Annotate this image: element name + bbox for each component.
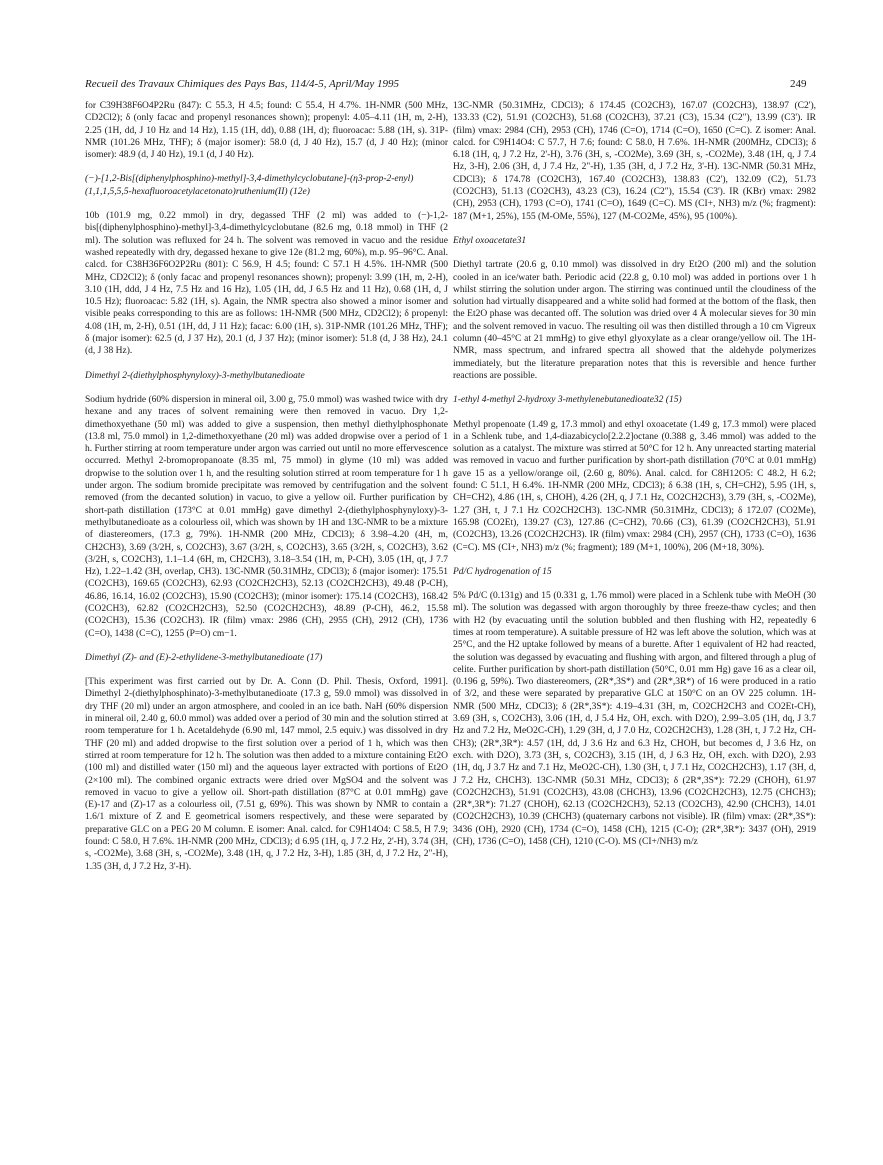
- paragraph: for C39H38F6O4P2Ru (847): C 55.3, H 4.5; found: C 55.4, H 4.7%. 1H-NMR (500 MHz, CD2Cl2); δ (only facac and propenyl resonances shown); propenyl: 4.05–4.11 (1H, m, 2-H), 2.25 (1H, dd, J 10 Hz and 14 Hz), 1.15 (1H, dd), 0.88 (1H, d); fluoroacac: 5.88 (1H, s). 31P-NMR (101.26 MHz, THF); δ (major isomer): 58.0 (d, J 40 Hz), 15.7 (d, J 40 Hz); (minor isomer): 48.9 (d, J 40 Hz), 19.1 (d, J 40 Hz).: [85, 101, 448, 161]
- paragraph: 5% Pd/C (0.131g) and 15 (0.331 g, 1.76 mmol) were placed in a Schlenk tube with MeOH (30 ml). The solution was degassed with argon thoroughly by three freeze-thaw cycles; and then with H2 (by evacuating until the solution bubbled and then flushing with H2, repeatedly 6 times at room temperature). A suitable pressure of H2 was left above the solution, which was at 25°C, and the H2 uptake followed by means of a burette. After 1 equivalent of H2 had reacted, the solution was degassed by evacuating and flushing with argon, and filtered through a plug of celite. Further purification by short-path distillation (50°C, 0.01 mm Hg) gave 16 as a clear oil, (0.196 g, 59%). Two diastereomers, (2R*,3S*) and (2R*,3R*) of 16 were produced in a ratio of 3/2, and these were separated by preparative GLC at 150°C on an OV 225 column. 1H-NMR (500 MHz, CDCl3); δ (2R*,3S*): 4.19–4.31 (3H, m, CO2CH2CH3 and CO2Et-CH), 3.69 (3H, s, CO2CH3), 3.06 (1H, d, J 5.4 Hz, OH, exch. with D2O), 2.99–3.05 (1H, dq, J 3.7 Hz and 7.2 Hz, MeO2C-CH), 1.29 (3H, d, J 7.0 Hz, CO2CH2CH3), 1.28 (3H, t, J 7.2 Hz, CH-CH3); (2R*,3R*): 4.57 (1H, dd, J 3.6 Hz and 6.3 Hz, CHOH, but becomes d, J 3.6 Hz, on exch. with D2O), 3.73 (3H, s, CO2CH3), 3.15 (1H, d, J 6.3 Hz, OH, exch. with D2O), 2.93 (1H, dq, J 3.7 Hz and 7.1 Hz, MeO2C-CH), 1.30 (3H, t, J 7.1 Hz, CO2CH2CH3), 1.17 (3H, d, J 7.2 Hz, CHCH3). 13C-NMR (50.31 MHz, CDCl3); δ (2R*,3S*): 72.29 (CHOH), 61.97 (CO2CH2CH3), 51.91 (CO2CH3), 43.08 (CHCH3), 13.96 (CO2CH2CH3), 12.75 (CHCH3); (2R*,3R*): 71.27 (CHOH), 62.13 (CO2CH2CH3), 52.13 (CO2CH3), 42.90 (CHCH3), 14.01 (CO2CH2CH3), 10.39 (CHCH3) (quaternary carbons not visible). IR (film) νmax: (2R*,3S*): 3436 (OH), 2920 (CH), 1734 (C=O), 1458 (CH), 1215 (C-O); (2R*,3R*): 3437 (OH), 2919 (CH), 1736 (C=O), 1458 (CH), 1210 (C-O). MS (CI+/NH3) m/z: [453, 591, 816, 848]
- left-column: [85, 100, 448, 1140]
- section-heading: Dimethyl 2-(diethylphosphynyloxy)-3-methylbutanedioate: [85, 370, 305, 381]
- paragraph: [This experiment was first carried out by Dr. A. Conn (D. Phil. Thesis, Oxford, 1991]. Dimethyl 2-(diethylphosphinato)-3-methylbutanedioate (17.3 g, 59.0 mmol) was dissolved in dry THF (20 ml) under an argon atmosphere, and cooled in an ice bath. NaH (60% dispersion in mineral oil, 2.40 g, 60.0 mmol) was added over a period of 30 min and the solution stirred at room temperature for 1 h. Acetaldehyde (6.90 ml, 147 mmol, 2.5 equiv.) was dissolved in dry THF (20 ml) and added dropwise to the first solution over a period of 1 h, which was then stirred at room temperature for 12 h. The solution was then added to a mixture containing Et2O (100 ml) and distilled water (150 ml) and the aqueous layer extracted with portions of Et2O (2×100 ml). The combined organic extracts were dried over MgSO4 and the solvent was removed in vacuo to give a yellow oil. Short-path distillation (87°C at 0.01 mmHg) gave (E)-17 and (Z)-17 as a colourless oil, (7.51 g, 69%). This was shown by NMR to contain a 1.6/1 mixture of Z and E geometrical isomers respectively, and these were separated by preparative GLC on a PEG 20 M column. E isomer: Anal. calcd. for C9H14O4: C 58.5, H 7.9; found: C 58.0, H 7.6%. 1H-NMR (200 MHz, CDCl3); d 6.95 (1H, q, J 7.2 Hz, 2'-H), 3.74 (3H, s, -CO2Me), 3.68 (3H, s, -CO2Me), 3.48 (1H, q, J 7.2 Hz, 3-H), 1.85 (3H, d, J 7.2 Hz, 2"-H), 1.35 (3H, d, J 7.2 Hz, 3'-H).: [85, 677, 448, 872]
- paragraph: Methyl propenoate (1.49 g, 17.3 mmol) and ethyl oxoacetate (1.49 g, 17.3 mmol) were placed in a Schlenk tube, and 1,4-diazabicyclo[2.2.2]octane (0.388 g, 3.46 mmol) was added to the solution as a catalyst. The mixture was stirred at 50°C for 12 h. Any unreacted starting material was removed in vacuo and further purification by short-path distillation (70°C at 0.01 mmHg) gave 15 as a yellow/orange oil, (2.60 g, 80%). Anal. calcd. for C8H12O5: C 48.2, H 6.2; found: C 51.1, H 6.4%. 1H-NMR (200 MHz, CDCl3); δ 6.38 (1H, s, CH=CH2), 5.95 (1H, s, CH=CH2), 4.86 (1H, s, CHOH), 4.26 (2H, q, J 7.1 Hz, CO2CH2CH3), 3.79 (3H, s, -CO2Me), 1.27 (3H, t, J 7.1 Hz CO2CH2CH3). 13C-NMR (50.31MHz, CDCl3); δ 172.07 (CO2Me), 165.98 (CO2Et), 139.27 (C3), 127.86 (C=CH2), 70.66 (C3), 61.39 (CO2CH2CH3), 51.91 (CO2CH3), 13.26 (CO2CH2CH3). IR (film) νmax: 2984 (CH), 2957 (CH), 1733 (C=O), 1636 (C=C). MS (CI+, NH3) m/z (%; fragment); 189 (M+1, 100%), 206 (M+18, 30%).: [453, 419, 816, 553]
- paragraph: 10b (101.9 mg, 0.22 mmol) in dry, degassed THF (2 ml) was added to (−)-1,2-bis[(diphenylphosphino)-methyl]-3,4-dimethylcyclobutane (82.6 mg, 0.18 mmol) in THF (2 ml). The solution was refluxed for 24 h. The solvent was removed in vacuo and the residue washed repeatedly with dry, degassed hexane to give 12e (81.2 mg, 60%), m.p. 95–96°C. Anal. calcd. for C38H36F6O2P2Ru (801): C 56.9, H 4.5; found: C 57.1 H 4.5%. 1H-NMR (500 MHz, CD2Cl2); δ (only facac and propenyl resonances shown); propenyl: 3.99 (1H, m, 2-H), 3.10 (1H, ddd, J 4 Hz, 7.5 Hz and 16 Hz), 1.05 (1H, dd, J 6.5 Hz and 11 Hz), 0.68 (1H, d, J 10.5 Hz); fluoroacac: 5.82 (1H, s). Again, the NMR spectra also showed a minor isomer and visible peaks corresponding to this are as follows: 1H-NMR (500 MHz, CD2Cl2); δ propenyl: 4.08 (1H, m, 2-H), 0.51 (1H, dd, J 11 Hz); facac: 6.00 (1H, s). 31P-NMR (101.26 MHz, THF); δ (major isomer): 62.5 (d, J 37 Hz), 20.1 (d, J 37 Hz); (minor isomer): 51.8 (d, J 38 Hz), 24.1 (d, J 38 Hz).: [85, 211, 448, 357]
- page-number: 249: [790, 78, 807, 90]
- section-heading: Pd/C hydrogenation of 15: [453, 566, 552, 577]
- paragraph: 13C-NMR (50.31MHz, CDCl3); δ 174.45 (CO2CH3), 167.07 (CO2CH3), 138.97 (C2'), 133.33 (C2), 51.91 (CO2CH3), 51.68 (CO2CH3), 37.21 (C3), 15.34 (C2"), 13.99 (C3'). IR (film) νmax: 2984 (CH), 2953 (CH), 1746 (C=O), 1714 (C=O), 1650 (C=C). Z isomer: Anal. calcd. for C9H14O4: C 57.7, H 7.6; found: C 58.0, H 7.6%. 1H-NMR (200MHz, CDCl3); δ 6.18 (1H, q, J 7.2 Hz, 2'-H), 3.76 (3H, s, -CO2Me), 3.69 (3H, s, -CO2Me), 3.48 (1H, q, J 7.4 Hz, 3-H), 2.06 (3H, d, J 7.4 Hz, 2"-H), 1.35 (3H, d, J 7.2 Hz, 3'-H). 13C-NMR (50.31 MHz, CDCl3); δ 174.78 (CO2CH3), 167.40 (CO2CH3), 138.83 (C2'), 132.09 (C2), 51.73 (CO2CH3), 51.13 (CO2CH3), 43.23 (C3), 16.24 (C2"), 15.54 (C3'). IR (KBr) νmax: 2982 (CH), 2953 (CH), 1793 (C=O), 1741 (C=O), 1649 (C=C). MS (CI+, NH3) m/z (%; fragment): 187 (M+1, 25%), 155 (M-OMe, 55%), 127 (M-CO2Me, 45%), 95 (100%).: [453, 101, 816, 222]
- paragraph: Diethyl tartrate (20.6 g, 0.10 mmol) was dissolved in dry Et2O (200 ml) and the solution cooled in an ice/water bath. Periodic acid (22.8 g, 0.10 mol) was added in portions over 1 h whilst stirring the solution under argon. The stirring was continued until the cloudiness of the solution had virtually disappeared and a white solid had formed at the bottom of the flask, then the Et2O phase was decanted off. The solution was dried over 4 Å molecular sieves for 30 min and the solvent removed in vacuo. The resulting oil was then distilled through a 10 cm Vigreux column (40–45°C at 21 mmHg) to give ethyl glyoxylate as a clear orange/yellow oil. The 1H-NMR, mass spectrum, and infrared spectra all showed that the aldehyde polymerizes immediately, but the literature preparation notes that this is reversible and hence further reactions are possible.: [453, 260, 816, 381]
- section-heading: Ethyl oxoacetate31: [453, 235, 527, 246]
- paragraph: Sodium hydride (60% dispersion in mineral oil, 3.00 g, 75.0 mmol) was washed twice with dry hexane and any traces of solvent remaining were then removed in vacuo. Dry 1,2-dimethoxyethane (50 ml) was added to give a suspension, then methyl diethylphosphonate (13.8 ml, 75.0 mmol) in 1,2-dimethoxyethane (20 ml) was added dropwise over a period of 1 h. Further stirring at room temperature under argon was carried out until no more effervescence occurred. Methyl 2-bromopropanoate (8.35 ml, 75 mmol) in glyme (10 ml) was added dropwise to the solution over 1 h, and the resulting solution stirred at room temperature for 1 h under argon. The sodium bromide precipitate was removed by centrifugation and the solvent removed (from the decanted solution) in vacuo, to give a yellow oil. Further purification by short-path distillation (173°C at 0.01 mmHg) gave dimethyl 2-(diethylphosphynyloxy)-3-methylbutanedioate as a colourless oil, which was shown by 1H and 13C-NMR to be a mixture of diastereomers, (17.3 g, 79%). 1H-NMR (200 MHz, CDCl3); δ 3.98–4.20 (4H, m, CH2CH3), 3.69 (3/2H, s, CO2CH3), 3.67 (3/2H, s, CO2CH3), 3.65 (3/2H, s, CO2CH3), 3.62 (3/2H, s, CO2CH3), 1.1–1.4 (6H, m, CH2CH3), 3.18–3.54 (1H, m, P-CH), 3.05 (1H, qt, J 7.7 Hz), 1.22–1.42 (3H, overlap, CH3). 13C-NMR (50.31MHz, CDCl3); δ (major isomer): 175.51 (CO2CH3), 169.65 (CO2CH3), 62.93 (CO2CH2CH3), 52.13 (CO2CH2CH3), 49.48 (P-CH), 46.86, 16.14, 16.02 (CO2CH3), 15.90 (CO2CH3); (minor isomer): 175.14 (CO2CH3), 168.42 (CO2CH3), 62.82 (CO2CH2CH3), 52.50 (CO2CH2CH3), 48.89 (P-CH), 46.2, 15.58 (CO2CH3), 15.36 (CO2CH3). IR (film) νmax: 2986 (CH), 2955 (CH), 2912 (CH), 1736 (C=O), 1438 (C=C), 1255 (P=O) cm−1.: [85, 394, 448, 639]
- section-heading: 1-ethyl 4-methyl 2-hydroxy 3-methylenebutanedioate32 (15): [453, 395, 682, 406]
- section-heading: (−)-[1,2-Bis[(diphenylphosphino)-methyl]-3,4-dimethylcyclobutane]-(η3-prop-2-enyl)(1,1,1,5,5,5-hexafluoroacetylacetonato)ruthenium(II) (12e): [85, 174, 414, 197]
- running-header: Recueil des Travaux Chimiques des Pays Bas, 114/4-5, April/May 1995: [85, 78, 399, 90]
- section-heading: Dimethyl (Z)- and (E)-2-ethylidene-3-methylbutanedioate (17): [85, 652, 323, 663]
- right-column: [453, 100, 816, 1140]
